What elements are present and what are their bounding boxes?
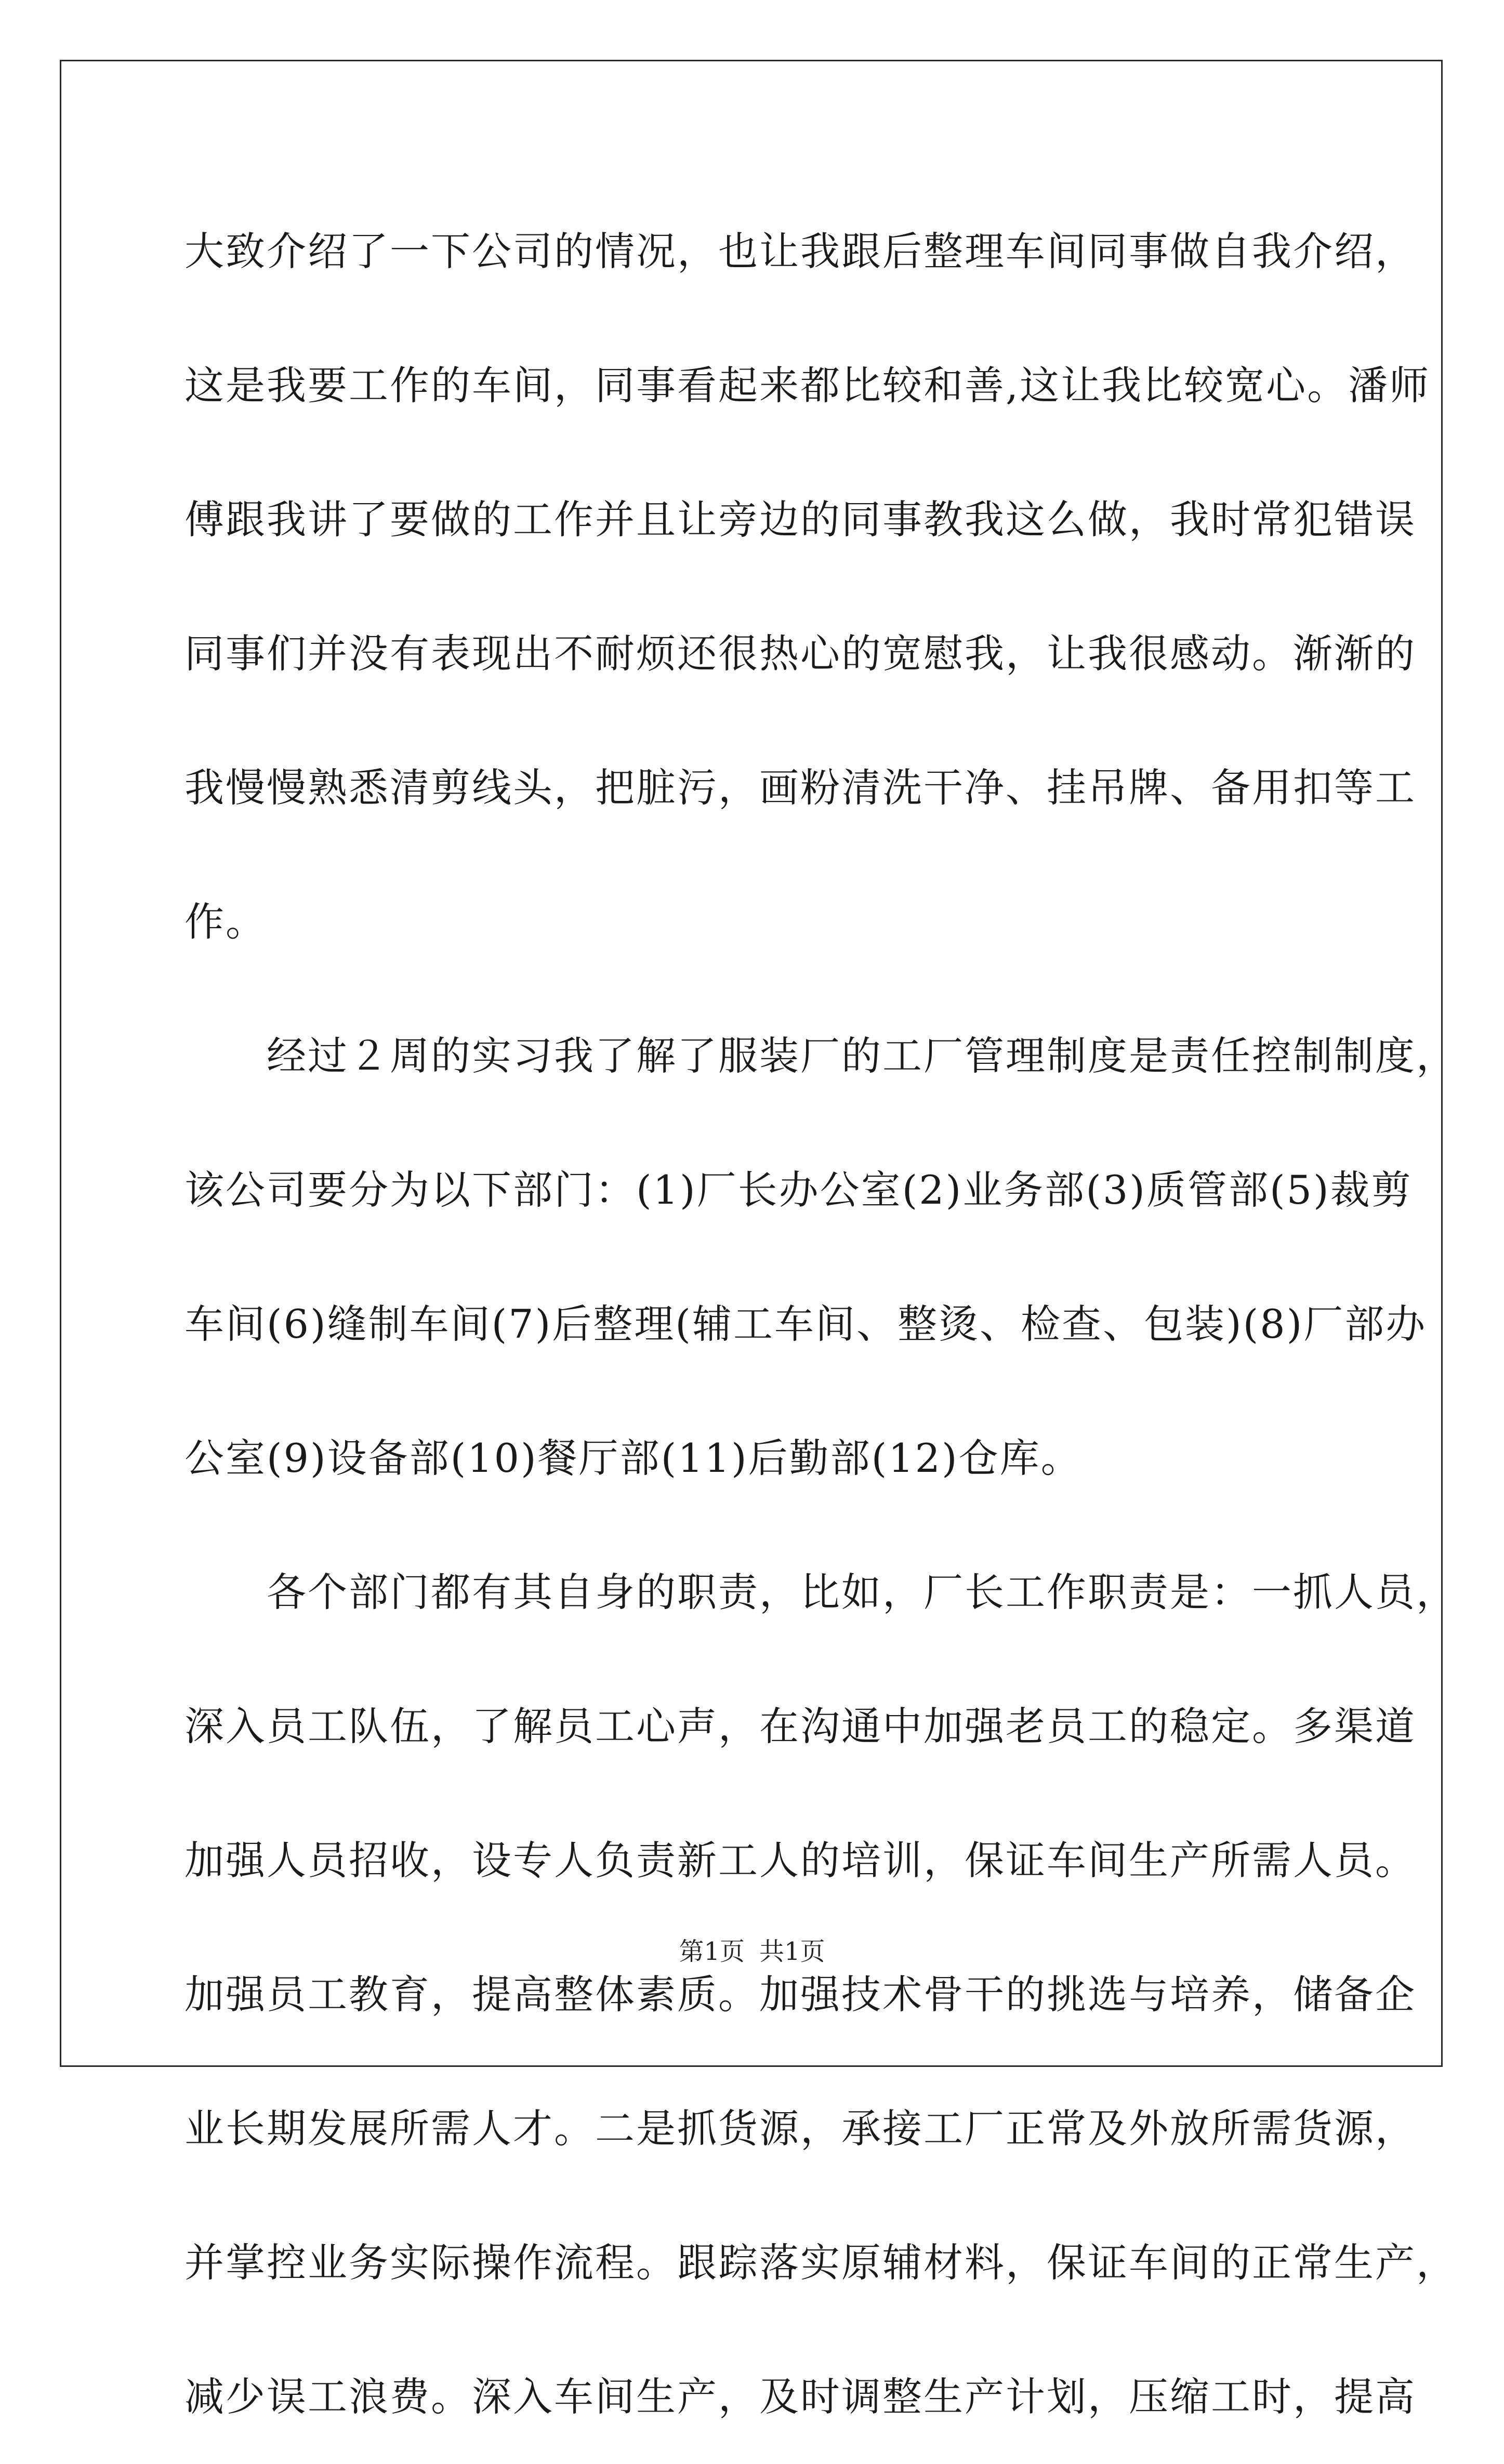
- text-line-7: 经过２周的实习我了解了服装厂的工厂管理制度是责任控制制度，: [184, 1033, 1457, 1079]
- text-line-4: 同事们并没有表现出不耐烦还很热心的宽慰我，让我很感动。渐渐的: [184, 630, 1416, 677]
- text-line-15: 业长期发展所需人才。二是抓货源，承接工厂正常及外放所需货源，: [184, 2105, 1416, 2152]
- page-total: 共1页: [759, 1937, 825, 1966]
- text-line-14: 加强员工教育，提高整体素质。加强技术骨干的挑选与培养，储备企: [184, 1971, 1416, 2018]
- document-body: [184, 185, 1457, 2464]
- text-line-8: 该公司要分为以下部门：(1)厂长办公室(2)业务部(3)质管部(5)裁剪: [184, 1167, 1413, 1213]
- page-number: 第1页: [679, 1937, 745, 1966]
- text-line-5: 我慢慢熟悉清剪线头，把脏污，画粉清洗干净、挂吊牌、备用扣等工: [184, 765, 1416, 811]
- text-line-12: 深入员工队伍，了解员工心声，在沟通中加强老员工的稳定。多渠道: [184, 1703, 1416, 1749]
- text-line-10: 公室(9)设备部(10)餐厅部(11)后勤部(12)仓库。: [184, 1435, 1082, 1481]
- text-line-3: 傅跟我讲了要做的工作并且让旁边的同事教我这么做，我时常犯错误: [184, 496, 1416, 543]
- text-line-1: 大致介绍了一下公司的情况，也让我跟后整理车间同事做自我介绍，: [184, 228, 1416, 274]
- text-line-6: 作。: [184, 899, 267, 945]
- text-line-11: 各个部门都有其自身的职责，比如，厂长工作职责是：一抓人员，: [184, 1569, 1457, 1615]
- text-line-16: 并掌控业务实际操作流程。跟踪落实原辅材料，保证车间的正常生产，: [184, 2239, 1457, 2286]
- page-footer: [0, 1936, 1504, 1967]
- text-line-17: 减少误工浪费。深入车间生产，及时调整生产计划，压缩工时，提高: [184, 2374, 1416, 2420]
- text-line-2: 这是我要工作的车间，同事看起来都比较和善,这让我比较宽心。潘师: [184, 362, 1431, 409]
- text-line-13: 加强人员招收，设专人负责新工人的培训，保证车间生产所需人员。: [184, 1837, 1416, 1883]
- text-line-9: 车间(6)缝制车间(7)后整理(辅工车间、整烫、检查、包装)(8)厂部办: [184, 1301, 1427, 1347]
